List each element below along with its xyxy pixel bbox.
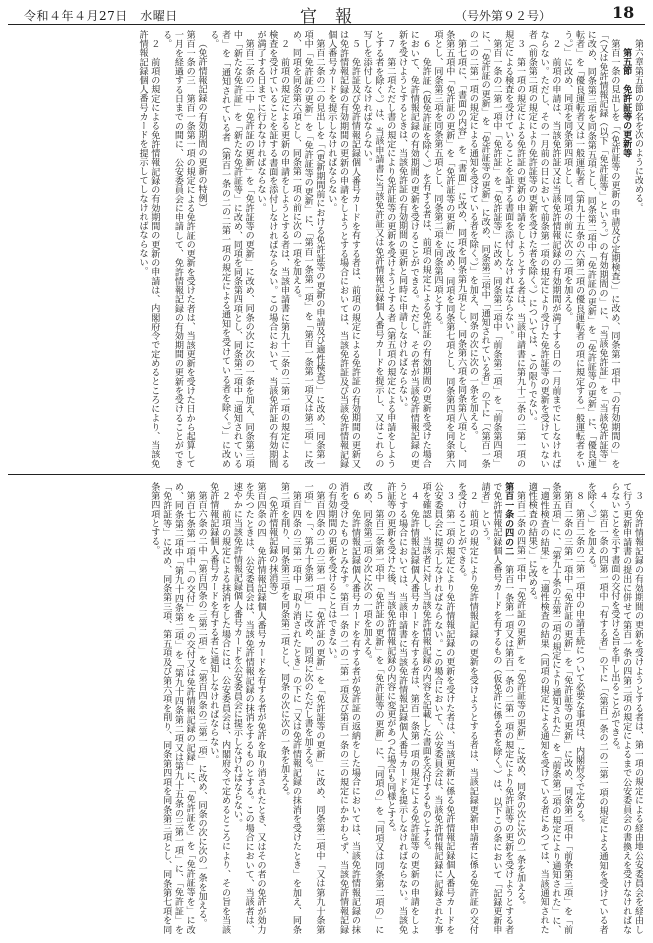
paragraph: ６ 免許情報記録個人番号カードを有する者が免許証の返納をした場合においては、当該免許情報記録の抹消を受けたものとみなす。第百一条の二の二第一項及び第百一条の三の規定にかかわらず、当該免許情報記録の有効期間の更新を受けることはできない。: [326, 482, 360, 934]
page-number: 18: [612, 3, 635, 22]
header-rule: [8, 24, 645, 25]
paragraph: ３ 第一項の規定により免許情報記録の更新を受けた者は、当該更新に係る免許情報記録個人番号カードを公安委員会に提示しなければならない。この場合において、公安委員会は、当該免許情報記録に記録された事項を確認し、当該者に対し当該免許情報記録の内容を記載した書面を交付するものとする。: [420, 482, 455, 934]
paragraph: ５ 第百二条第一項中「免許証の更新」を「免許証等の更新」に、「同項の」を「同項又は同条第二項の」に改め、同条第三項の次に次の一項を加える。: [361, 482, 384, 934]
paragraph: 第七項に、「書面の内容」を「書面」に改め、同項を同条第九項とし、同条第六項を同条第八項とし、同条第五項中「免許証の更新」を「免許証等の更新」に改め、同項を同条第七項とし、同条第四項を同条第六項とし、同条第三項を同条第五項とし、同条第二項を同条第四項とする。: [432, 30, 467, 468]
article-text: 第百四条の四 免許情報記録個人番号カードを有する者が免許を取り消されたとき、又はその者の免許が効力を失つたときは、公安委員会は、当該免許情報記録の抹消をするものとする。この場合において、当該者は、速やかに当該免許情報記録個人番号カードを公安委員会に提示しなければならない。: [231, 482, 266, 934]
paragraph: ６ 免許証（仮免許証を除く。）を有する者は、前項の規定による免許証の有効期間の更新を受けた場合において、免許情報記録の有効期間の更新を受けることができる。ただし、その者が当該免許情報記録の更新を受けようとするときは、当該免許証の有効期間の更新と同時に申請しなければならない。: [397, 30, 431, 468]
paragraph: ７ 第二項ただし書の規定により免許証等の更新を受けようとする者（第五項の規定による申請をしようとする者を除く。）は、当該申請書に当該免許証又は免許情報記録個人番号カードを提示し、又はこれらの写しを添付しなければならない。: [361, 30, 396, 468]
paragraph: ３ 第一項の規定による免許証の更新の申請をしようとする者は、当該申請書に第九十二条の二第一項の規定による検査を受けていることを証する書面を添付しなければならない。: [503, 30, 526, 468]
paragraph: ４ 第百一条の四第一項中「有する者」の下に「（第百一条の二の二第一項の規定による通知を受けている者を除く。）」を加える。: [585, 482, 608, 934]
paragraph: 第百四条の二の三第一項中「免許証の更新」を「免許証等の更新」に改め、同条第二項中「又は第九十条第一項」を「、第九十条第一項」に改め、同項に次のただし書を加える。: [302, 482, 325, 934]
publication-date: 令和４年４月27日 水曜日: [24, 9, 178, 23]
paragraph: ２ 前項の規定による免許情報記録の有効期間の更新の申請は、内閣府令で定めるところにより、当該免許情報記録個人番号カードを提示してしなければならない。: [137, 30, 160, 468]
article-caption: （免許情報記録の抹消等）: [267, 491, 278, 601]
article-text: 第百一条第一項又は第百一条の二第一項の規定により免許証等の更新を受けようとする者で免許情報記録個人番号カードを有するもの（仮免許に係る者を除く。）は、以下この条において「記録更新申請者」という。: [479, 482, 514, 934]
upper-text-block: [10, 30, 643, 468]
paragraph: 第百四条の三第一項中「取り消されたとき」の下に「又は免許情報記録の抹消を受けたとき」を加え、同条第二項を削り、同条第三項を同条第二項とし、同条の次に次の一条を加える。: [279, 482, 301, 934]
article-number: 第百一条の四の二: [503, 482, 514, 556]
paragraph: ２ 前項の申請は、当該免許証又は当該免許情報記録の有効期間が満了する日の一月前までにしなければならない。ただし、その一月前の日において前条第一項の規定により受けた免許証等の更新を受けていない者（前条第二項の規定により免許証等の更新を受けた者を除く。）については、この限りでない。: [526, 30, 561, 468]
column-divider: [8, 474, 645, 475]
paragraph: 第百一条の二第一項中「免許証」を「免許証等」に改め、同条第二項中「前条第二項」を「前条第四項」に、「免許証の更新」を「免許証等の更新」に改め、同条第三項中「通知されている者」の下に「（第百一条の二の二第一項の規定による通知を受けている者を除く。）」を加え、同条の次に次の一条を加える。: [467, 30, 502, 468]
paragraph: ２ 前項の規定により免許情報記録の更新を受けようとする者は、当該記録更新申請者に係る免許証の交付を受けることができる。: [456, 482, 478, 934]
article-caption: （免許情報記録の有効期間の更新の特例）: [196, 39, 207, 212]
paragraph: ４ 免許情報記録個人番号カードを有する者は、第百一条第一項の規定による免許証等の更新の申請をしようとする場合においては、当該申請書に当該免許情報記録個人番号カードを提示しなければならない。当該免許証等の更新を受けた後、当該免許情報記録の内容に変更があつた場合も同様とする。: [385, 482, 419, 934]
paragraph: 第百一条の見出しを「（免許証等の更新の申請及び定期検査）」に改め、同条第一項中「の有効期間の」を「（又は免許情報記録（以下「免許証等」という。）の有効期間の」に、「当該免許証」を「当該免許証等」に改め、同条第三項を同条第五項とし、同条第二項中「免許証の更新」を「免許証等の更新」に、「優良運転者」を「優良運転者又は一般運転者（第九十五条の六第二項の優良運転者の項に規定する一般運転者をいう。）」に改め、同項を同条第四項とし、同項の前に次の二項を加える。: [562, 30, 620, 468]
gazette-title: 官報: [300, 7, 370, 27]
paragraph: 第百二条の四第一項中「免許証の更新」を「免許証等の更新」に改め、同条の次に次の一条を加える。: [515, 491, 526, 910]
paragraph: ５ 免許証及び免許情報記録個人番号カードを有する者は、前項の規定による免許証の有効期間の更新又は免許情報記録の有効期間の更新の申請をしようとする場合においては、当該免許証及び当該免許情報記録個人番号カードを提示しなければならない。: [326, 30, 360, 468]
issue-number: （号外第９２号）: [455, 9, 552, 23]
section-title: 免許証等の更新等: [621, 84, 632, 158]
paragraph: ３ 免許情報記録の有効期間の更新を受けようとする者は、第一項の規定による経由地公安委員会を経由して行う更新申請書の提出に併せて第百一条の四第二項の規定によるまで公安委員会の書換えを受けなければならないことを示す書面の交付を受ける旨を申し出ることができる。: [609, 482, 643, 934]
paragraph: ８ 第百二条の二第一項中の申請手続について必要な事項は、内閣府令で定める。: [574, 491, 585, 828]
lower-text-block: [10, 482, 643, 934]
paragraph: ２ 前項の規定による更新の申請をしようとする者は、当該申請書に第九十二条の二第一項の規定による検査を受けていることを証する書面を添付しなければならない。この場合において、当該免許証の有効期間が満了する日までに行わなければならない。: [255, 30, 290, 468]
paragraph: 第百二条の三第一項中「免許証の更新」を「免許証等の更新」に改め、同条第二項中「前条第三項」を「前条第五項」に、「第九十条の五第二項の規定により通知された」を「前条第二項の規定により通知された」に、「適性検査の結果」を「適性検査の結果（同項の規定による通知を受けている者にあつては、当該通知された適性検査の結果）」に改める。: [526, 482, 573, 934]
gazette-header: [0, 0, 653, 26]
section-heading: 第五節: [621, 48, 632, 76]
paragraph: 第百二条の二中「免許証の更新」を「免許証等の更新」に改め、同条の次に次の一条を加え、同条第三項中「新たな免許証」を「新たな免許証等」に改め、同項を同条第四項とし、同条第二項中「通知されている者」を「通知されている者（第百一条の二の二第一項の規定による通知を受けている者を除く。）」に改める。: [208, 30, 254, 468]
paragraph: ２ 前項の規定による抹消をした場合には、公安委員会は、内閣府令で定めるところにより、その旨を当該免許情報記録個人番号カードを有する者に通知しなければならない。: [208, 482, 231, 934]
article-text: 第百一条の三 第百一条第一項の規定による免許証の更新を受けた者は、当該更新を受けた日から起算して一月を経過する日までの間に、公安委員会に申請して、免許情報記録の有効期間の更新を受けることができる。: [161, 30, 195, 468]
paragraph: 第百六条の二中「第百四条の三第二項」を「第百四条の三第一項」に改め、同条の次に次の一条を加える。: [196, 491, 207, 928]
paragraph: 第百七条第一項中「の交付」を「の交付又は免許情報記録の記録」に、「免許証を」を「免許証等を」に改め、同条第二項中「第九十四条第二項」を「第九十四条第二項又は第九十五条の三第一項」に、「免許証」を「免許証等」に改め、同条第三項、第五項及び第六項を削り、同条第四項を同条第三項とし、同条第七項を同条第四項とする。: [149, 482, 195, 934]
paragraph: 第百二条の二の見出しを「（更新期間前における免許証等の更新の申請及び適性検査）」に改め、同条第一項中「免許証の更新」を「免許証等の更新」に、「第百一条第一項」を「第百一条第一項又は第二項」に改め、同項を同条第六項とし、同条第一項の前に次の一項を加える。: [290, 30, 325, 468]
paragraph: 第六章第五節の節名を次のように改める。: [633, 39, 643, 212]
